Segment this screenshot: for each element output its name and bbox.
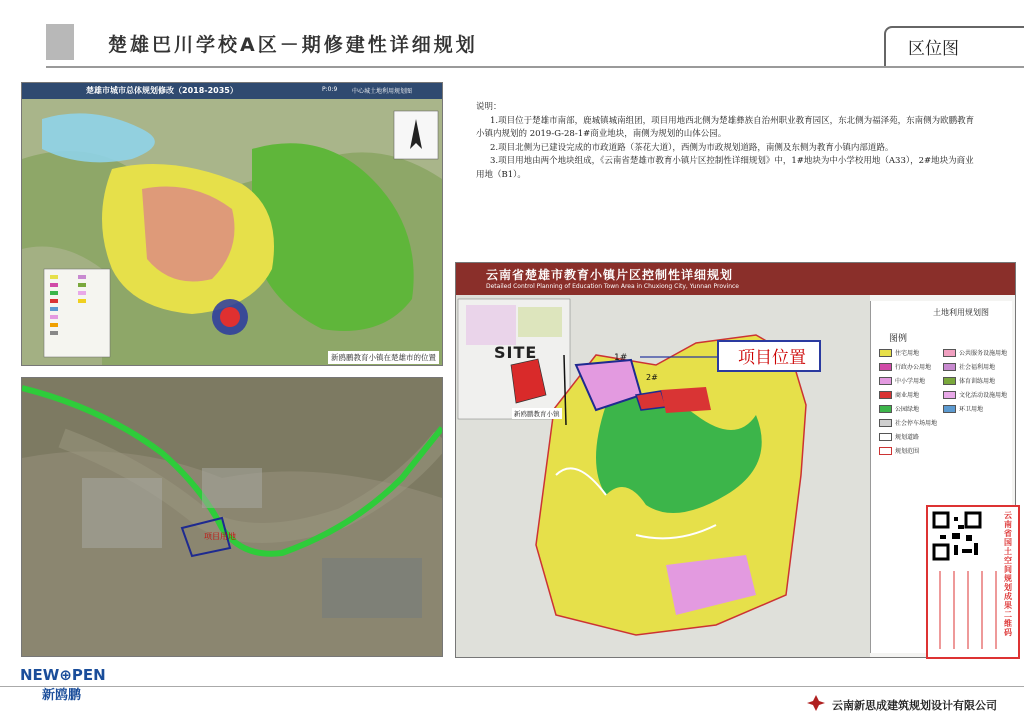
legend-label: 商业用地 (895, 392, 920, 399)
legend-swatch (943, 405, 956, 413)
aerial-graphic (22, 378, 442, 656)
city-master-plan-map (21, 82, 443, 366)
legend-swatch (943, 363, 956, 371)
header-logo-block (46, 24, 74, 60)
plan-title: 云南省楚雄市教育小镇片区控制性详细规划 (486, 268, 734, 282)
legend-label: 体育训练用地 (959, 378, 996, 385)
map-caption: 新鸥鹏教育小镇在楚雄市的位置 (328, 351, 439, 364)
legend-swatch (879, 405, 892, 413)
legend-label: 住宅用地 (895, 350, 920, 357)
company-logo-icon (806, 694, 826, 712)
legend-label: 中小学用地 (895, 378, 926, 385)
notes-block (476, 101, 976, 182)
approval-stamp (926, 505, 1020, 659)
aerial-project-label: 项目用地 (204, 532, 236, 541)
page-title: 楚雄巴川学校A区－期修建性详细规划 (108, 34, 478, 56)
header-divider (46, 66, 1024, 68)
legend-swatch (943, 377, 956, 385)
company-name: 云南新思成建筑规划设计有限公司 (832, 699, 997, 712)
legend-label: 社会停车场用地 (895, 420, 938, 427)
project-position-text: 项目位置 (738, 348, 806, 368)
legend-label: 环卫用地 (959, 406, 984, 413)
aerial-site-map (21, 377, 443, 657)
legend-swatch (879, 419, 892, 427)
legend-label: 社会福利用地 (959, 364, 996, 371)
master-plan-graphic (22, 99, 442, 365)
legend-label: 公共服务设施用地 (959, 350, 1008, 357)
note-item-2: 2.项目北侧为已建设完成的市政道路（茶花大道），西侧为市政规划道路，南侧及东侧为教育小镇内部道路。 (490, 142, 894, 153)
legend-swatch (879, 363, 892, 371)
brand-logo-text: NEW⊕PEN (20, 666, 106, 684)
qr-code-icon (932, 511, 982, 561)
footer-divider (0, 686, 1024, 687)
note-item-3: 3.项目用地由两个地块组成，《云南省楚雄市教育小镇片区控制性详细规划》中，1#地块为中小学校用地（A33），2#地块为商业用地（B1）。 (476, 156, 974, 180)
map-title: 楚雄市城市总体规划修改（2018-2035） (86, 86, 238, 95)
stamp-vertical-title: 云南省国土空间规划成果二维码 (1004, 511, 1012, 637)
plot-1-label: 1# (614, 353, 628, 363)
stamp-text-lines (932, 567, 1002, 653)
map-page-number: P:0:9 (322, 86, 338, 93)
legend-heading: 图例 (889, 334, 908, 344)
site-label: SITE (494, 343, 538, 362)
legend-swatch (879, 349, 892, 357)
legend-label: 规划范围 (895, 448, 920, 455)
note-item-1: 1.项目位于楚雄市南部，鹿城镇城南组团，项目用地西北侧为楚雄彝族自治州职业教育园区，东北侧为福泽苑，东南侧为欧鹏教育小镇内规划的 2019-G-28-1#商业地块，南侧为规划的山体公园。 (476, 115, 975, 139)
callout-line (640, 350, 720, 364)
legend-swatch (879, 447, 892, 455)
legend-swatch (879, 433, 892, 441)
legend-swatch (943, 349, 956, 357)
legend-swatch (879, 391, 892, 399)
legend-label: 规划道路 (895, 434, 920, 441)
legend-title: 土地利用规划图 (933, 308, 989, 317)
legend-swatch (943, 391, 956, 399)
section-tab-label: 区位图 (908, 39, 959, 59)
notes-heading: 说明： (476, 102, 502, 112)
legend-label: 公园绿地 (895, 406, 920, 413)
brand-logo-cn: 新鸥鹏 (42, 688, 82, 703)
legend-label: 文化活动设施用地 (959, 392, 1008, 399)
plan-subtitle: Detailed Control Planning of Education Town Area in Chuxiong City, Yunnan Province (486, 283, 740, 290)
legend-swatch (879, 377, 892, 385)
plot-2-label: 2# (646, 373, 658, 382)
site-caption: 新鸥鹏教育小镇 (514, 410, 560, 418)
legend-label: 行政办公用地 (895, 364, 932, 371)
map-subtitle: 中心城土地利用规划图 (352, 88, 413, 95)
